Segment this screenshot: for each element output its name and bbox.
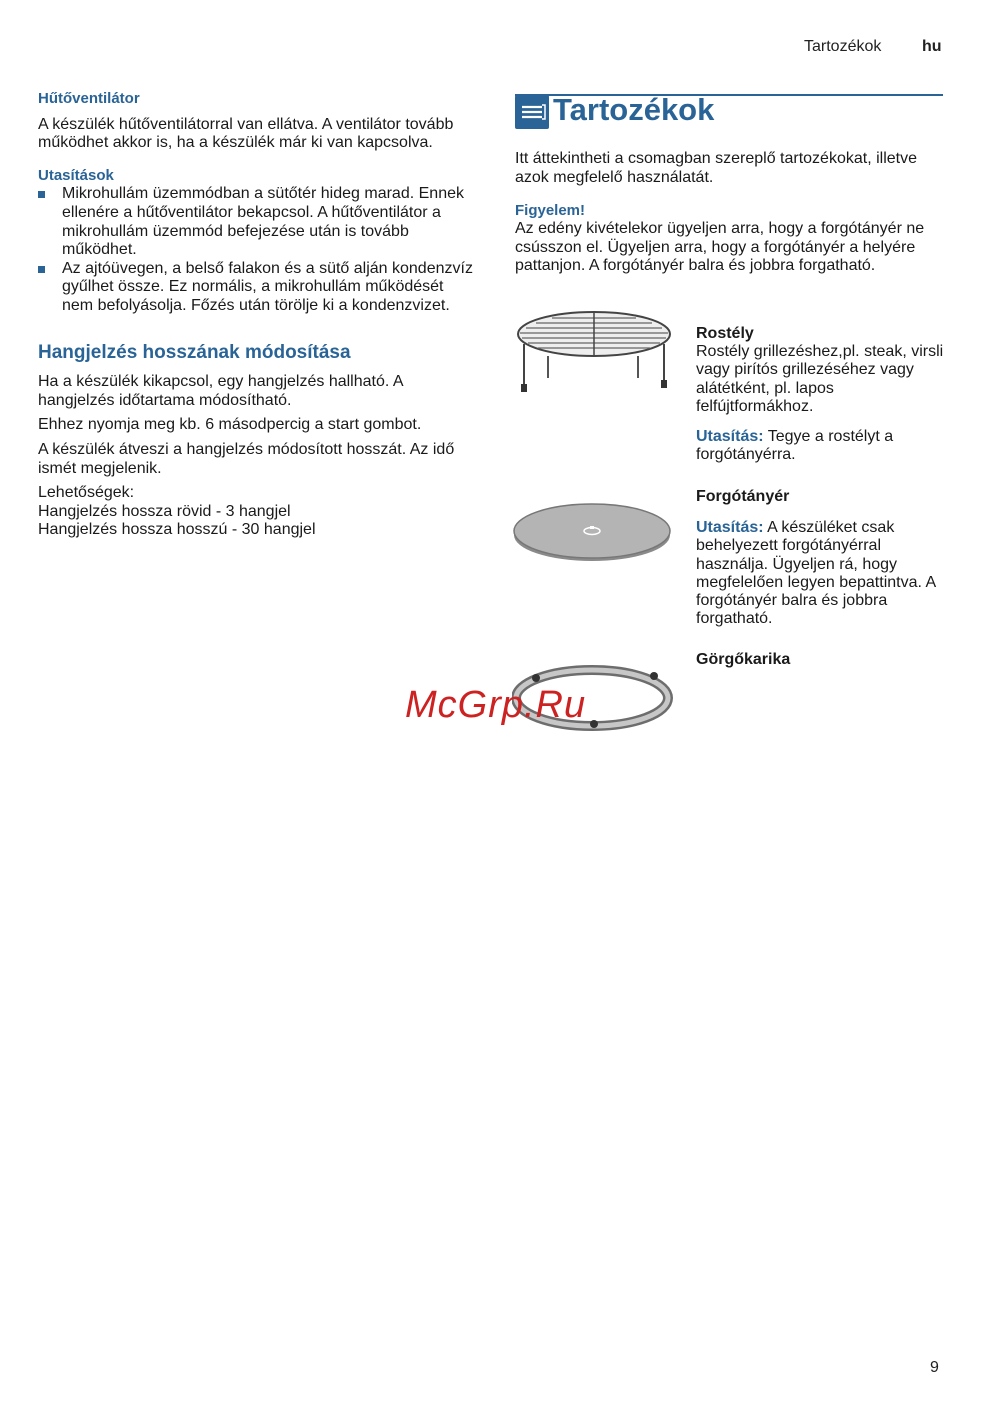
page-number: 9	[930, 1359, 939, 1376]
list-item: Mikrohullám üzemmódban a sütőtér hideg marad. Ennek ellenére a hűtőventilátor bekapcsol. A hűtőventilátor a mikrohullám üzemmód befejezése után is tovább működhet.	[38, 185, 478, 259]
instructions-list	[38, 185, 478, 315]
accessory-name: Görgőkarika	[696, 651, 791, 668]
section-book-icon	[515, 95, 549, 129]
intro-text: Itt áttekintheti a csomagban szereplő tartozékokat, illetve azok megfelelő használatát.	[515, 150, 917, 186]
accessory-note	[696, 428, 946, 464]
watermark: McGrp.Ru	[405, 684, 587, 726]
warning-text: Az edény kivételekor ügyeljen arra, hogy a forgótányér ne csússzon el. Ügyeljen arra, hogy a forgótányér a helyére pattanjon. A forgótányér balra és jobbra forgatható.	[515, 220, 925, 275]
option-long: Hangjelzés hossza hosszú - 30 hangjel	[38, 521, 316, 539]
sound-paragraph-1: Ha a készülék kikapcsol, egy hangjelzés hallható. A hangjelzés időtartama módosítható.	[38, 373, 403, 409]
options-label: Lehetőségek:	[38, 484, 135, 502]
sound-paragraph-2: Ehhez nyomja meg kb. 6 másodpercig a start gombot.	[38, 416, 422, 434]
note-label: Utasítás:	[696, 519, 764, 537]
note-text: A készüléket csak behelyezett forgótányérral használja. Ügyeljen rá, hogy megfelelően legyen bepattintva. A forgótányér balra és jobbra forgatható.	[696, 519, 936, 628]
wire-rack-image	[512, 308, 672, 400]
accessory-desc: Rostély grillezéshez,pl. steak, virsli vagy pirítós grillezéséhez vagy alátétként, pl. lapos felfújtformákhoz.	[696, 343, 944, 415]
running-header-lang: hu	[922, 38, 942, 55]
accessory-name: Rostély	[696, 325, 754, 342]
fan-heading: Hűtőventilátor	[38, 90, 140, 107]
list-item: Az ajtóüvegen, a belső falakon és a sütő alján kondenzvíz gyűlhet össze. Ez normális, a mikrohullám működését nem befolyásolja. Főzés után törölje ki a kondenzvizet.	[38, 260, 478, 316]
accessory-name: Forgótányér	[696, 488, 790, 505]
accessory-roller-ring	[696, 651, 946, 669]
option-short: Hangjelzés hossza rövid - 3 hangjel	[38, 502, 291, 520]
warning-heading: Figyelem!	[515, 202, 586, 219]
turntable-image	[512, 500, 674, 566]
accessory-note	[696, 519, 946, 628]
note-label: Utasítás:	[696, 428, 764, 446]
running-header-section: Tartozékok	[804, 38, 882, 55]
sound-heading: Hangjelzés hosszának módosítása	[38, 341, 351, 363]
note-text: Tegye a rostélyt a forgótányérra.	[696, 428, 894, 464]
left-column	[38, 90, 478, 540]
section-title: Tartozékok	[553, 92, 715, 127]
sound-paragraph-3: A készülék átveszi a hangjelzés módosított hosszát. Az idő ismét megjelenik.	[38, 440, 455, 477]
fan-text: A készülék hűtőventilátorral van ellátva. A ventilátor tovább működhet akkor is, ha a készülék már ki van kapcsolva.	[38, 115, 454, 152]
accessory-rack	[696, 325, 946, 464]
accessory-turntable	[696, 488, 946, 628]
instructions-heading: Utasítások	[38, 166, 114, 184]
